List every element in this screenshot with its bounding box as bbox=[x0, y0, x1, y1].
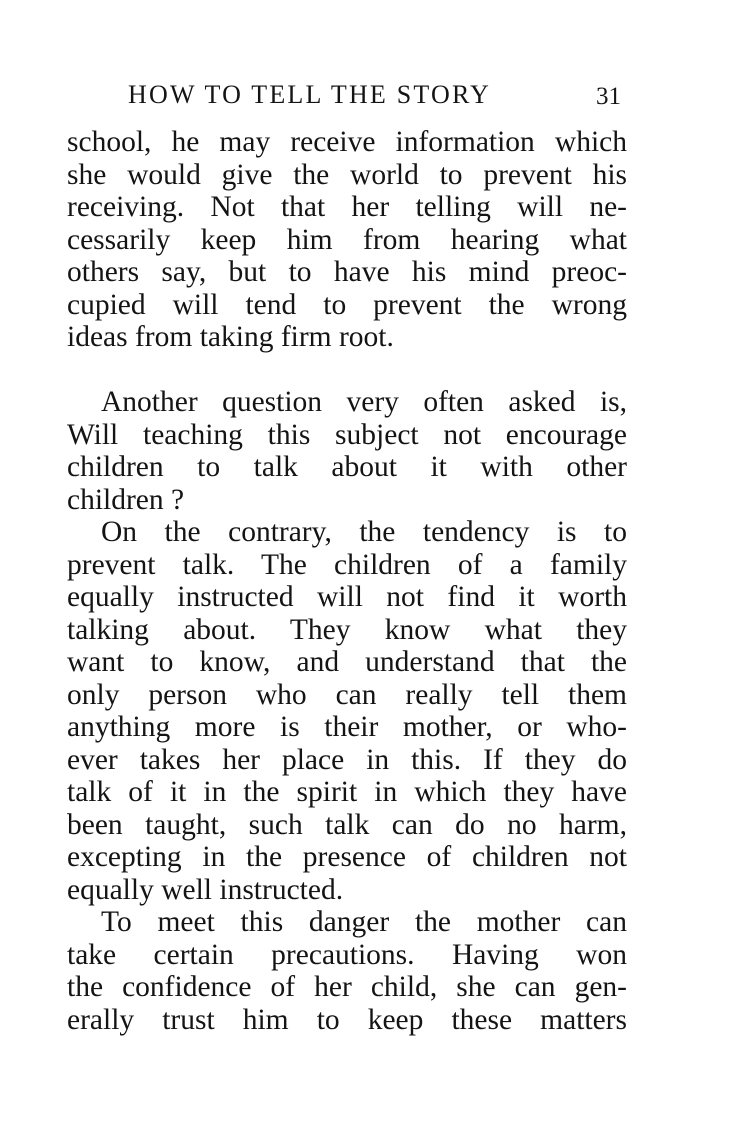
running-head bbox=[128, 78, 628, 112]
text-line: To meet this danger the mother can bbox=[101, 906, 627, 938]
text-line: equally instructed will not find it worth bbox=[67, 581, 627, 613]
text-line: only person who can really tell them bbox=[67, 678, 627, 711]
paragraph-continued bbox=[67, 126, 627, 354]
text-line: the confidence of her child, she can gen- bbox=[67, 971, 627, 1003]
text-line: Will teaching this subject not encourage bbox=[67, 418, 627, 451]
text-line: she would give the world to prevent his bbox=[67, 158, 627, 191]
text-line: children ? bbox=[67, 483, 185, 516]
text-line: talk of it in the spirit in which they have bbox=[67, 776, 627, 808]
text-line: others say, but to have his mind preoc- bbox=[67, 256, 627, 288]
text-line: ideas from taking firm root. bbox=[67, 321, 394, 353]
text-line: talking about. They know what they bbox=[67, 613, 627, 646]
text-line: excepting in the presence of children not bbox=[67, 841, 627, 873]
text-line: want to know, and understand that the bbox=[67, 646, 627, 678]
text-line: ever takes her place in this. If they do bbox=[67, 743, 627, 776]
text-line: receiving. Not that her telling will ne- bbox=[67, 191, 627, 223]
text-line: Another question very often asked is, bbox=[101, 386, 627, 418]
text-line: anything more is their mother, or who- bbox=[67, 711, 627, 743]
text-line: cupied will tend to prevent the wrong bbox=[67, 288, 627, 321]
text-line: cessarily keep him from hearing what bbox=[67, 223, 627, 256]
text-line: On the contrary, the tendency is to bbox=[101, 516, 627, 548]
text-line: children to talk about it with other bbox=[67, 451, 627, 483]
text-line: take certain precautions. Having won bbox=[67, 938, 627, 971]
page-number: 31 bbox=[596, 83, 621, 110]
text-line: equally well instructed. bbox=[67, 873, 344, 906]
paragraph-group bbox=[67, 386, 627, 1036]
text-line: erally trust him to keep these matters bbox=[67, 1003, 627, 1036]
text-line: been taught, such talk can do no harm, bbox=[67, 808, 627, 841]
running-title: HOW TO TELL THE STORY bbox=[128, 80, 492, 109]
text-line: school, he may receive information which bbox=[67, 126, 627, 158]
text-line: prevent talk. The children of a family bbox=[67, 548, 627, 581]
